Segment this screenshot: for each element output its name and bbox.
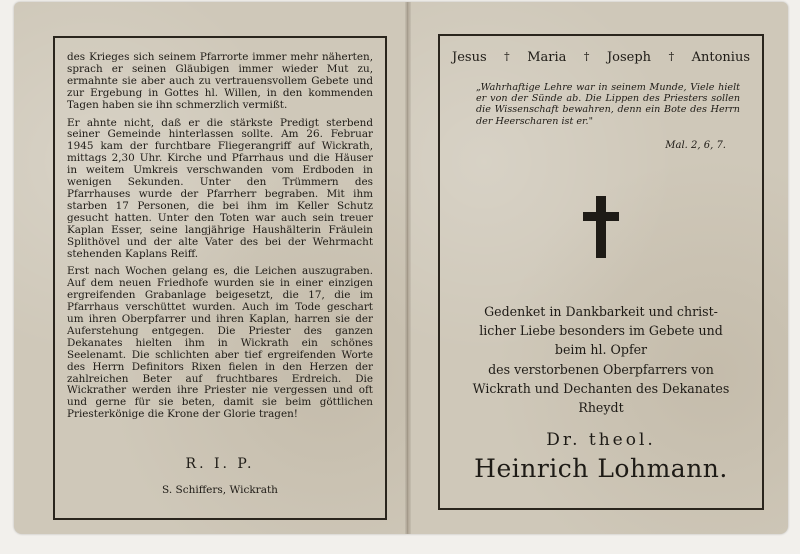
memorial-line-3: beim hl. Opfer (554, 342, 648, 358)
left-panel (14, 2, 408, 534)
right-panel (408, 2, 788, 534)
memorial-dedication (448, 302, 754, 417)
memorial-line-6: Rheydt (578, 400, 624, 416)
scripture-citation: Mal. 2, 6, 7. (665, 140, 726, 151)
holy-name-maria: Maria (527, 50, 567, 65)
holy-name-antonius: Antonius (691, 50, 750, 65)
holy-names-line (452, 50, 750, 65)
memorial-line-5: Wickrath und Dechanten des Dekanates (472, 380, 730, 396)
academic-title: Dr. theol. (546, 430, 656, 450)
printer-imprint: S. Schiffers, Wickrath (162, 484, 278, 496)
holy-name-jesus: Jesus (452, 50, 487, 65)
rip-inscription: R. I. P. (185, 456, 255, 472)
memorial-line-1: Gedenket in Dankbarkeit und christ- (484, 304, 718, 319)
memorial-line-2: licher Liebe besonders im Gebete und (479, 323, 723, 339)
obituary-paragraph-2: Er ahnte nicht, daß er die stärkste Predigt sterbend seiner Gemeinde hinterlassen sollte. Am 26. Februar 1945 kam der furchtbare Fliegerangriff auf Wickrath, mittags 2,30 Uhr. Kirche und Pfarrhaus und die Häuser in weitem Umkreis verschwanden vom Erdboden in wenigen Sekunden. Unter den Trümmern des Pfarrhauses wurde der Pfarrherr begraben. Mit ihm starben 17 Personen, die bei ihm im Keller Schutz gesucht hatten. Unter den Toten war auch sein treuer Kaplan Esser, seine langjährige Haushälterin Fräulein Splithövel und der alte Vater des bei der Wehrmacht stehenden Kaplans Reiff. (67, 116, 373, 260)
small-cross-icon: † (504, 50, 510, 63)
cross-icon (583, 196, 619, 258)
holy-name-joseph: Joseph (606, 50, 652, 65)
obituary-text (67, 52, 373, 427)
scripture-verse: „Wahrhaftige Lehre war in seinem Munde, Viele hielt er von der Sünde ab. Die Lippen des Priesters sollen die Wissenschaft bewahren, denn ein Bote des Herrn der Heerscharen ist er." (476, 82, 740, 127)
memorial-line-4: des verstorbenen Oberpfarrers von (488, 361, 714, 377)
obituary-paragraph-3: Erst nach Wochen gelang es, die Leichen auszugraben. Auf dem neuen Friedhofe wurden sie in einer einzigen ergreifenden Grabanlage beigesetzt, die 17, die im Pfarrhaus verschüttet wurden. Auch im Tode geschart um ihren Oberpfarrer und ihren Kaplan, harren sie der Auferstehung entgegen. Die Priester des ganzen Dekanates hielten ihm in Wickrath ein schönes Seelenamt. Die schlichten aber tief ergreifenden Worte des Herrn Definitors Rixen fielen in den Herzen der zahlreichen Beter auf fruchtbares Erdreich. Die Wickrather werden ihre Priester nie vergessen und oft und gerne für sie beten, damit sie beim göttlichen Priesterkönige die Krone der Glorie tragen! (67, 265, 373, 421)
small-cross-icon: † (583, 50, 590, 63)
small-cross-icon: † (668, 50, 675, 63)
deceased-name: Heinrich Lohmann. (474, 454, 728, 483)
left-panel-border (53, 36, 387, 520)
obituary-paragraph-1: des Krieges sich seinem Pfarrorte immer mehr näherten, sprach er seinen Gläubigen immer wieder Mut zu, ermahnte sie aber auch zu vertrauensvollem Gebete und zur Ergebung in Gottes hl. Willen, in den kommenden Tagen haben sie ihn schmerzlich vermißt. (67, 51, 373, 111)
card-fold (405, 2, 411, 534)
right-panel-border (438, 34, 764, 510)
